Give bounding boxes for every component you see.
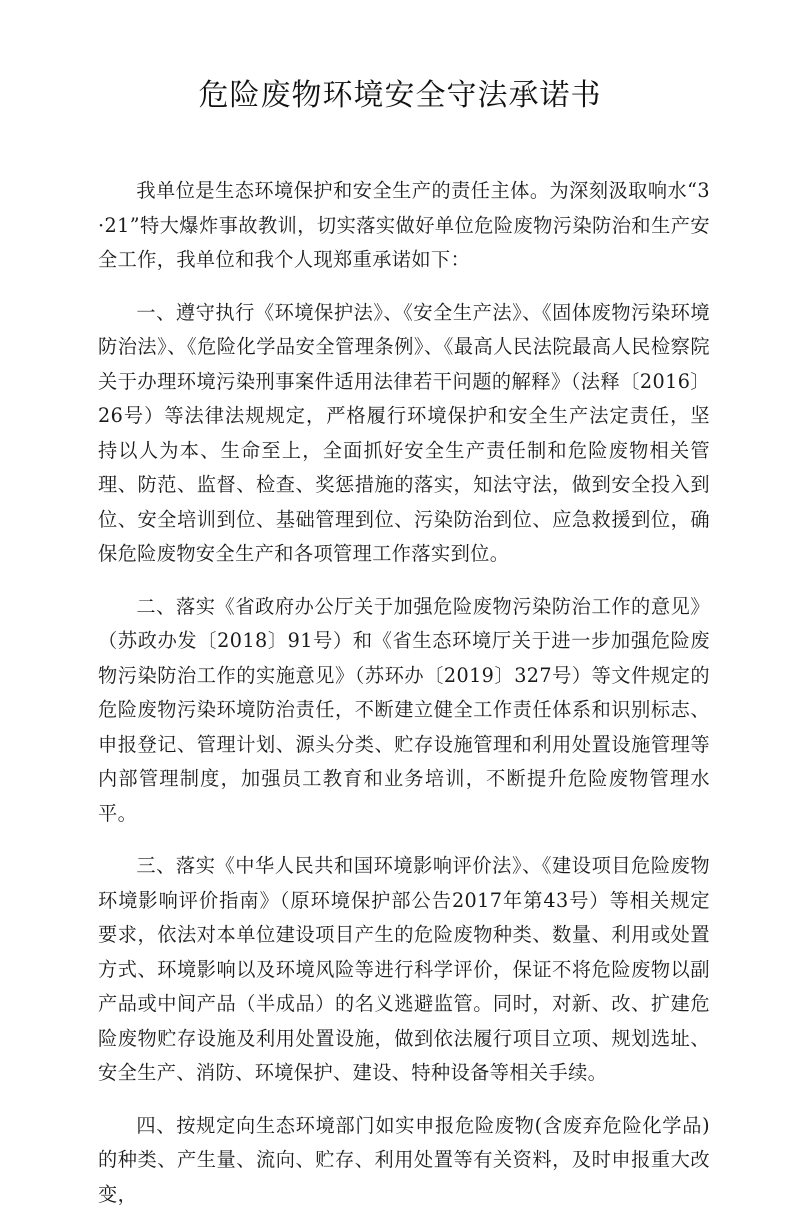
paragraph-item-4: 四、按规定向生态环境部门如实申报危险废物(含废弃危险化学品)的种类、产生量、流向、贮存、利用处置等有关资料，及时申报重大改变，	[98, 1113, 710, 1206]
document-body	[98, 174, 710, 1230]
paragraph-item-3: 三、落实《中华人民共和国环境影响评价法》、《建设项目危险废物环境影响评价指南》（原环境保护部公告2017年第43号）等相关规定要求，依法对本单位建设项目产生的危险废物种类、数量、利用或处置方式、环境影响以及环境风险等进行科学评价，保证不将危险废物以副产品或中间产品（半成品）的名义逃避监管。同时，对新、改、扩建危险废物贮存设施及利用处置设施，做到依法履行项目立项、规划选址、安全生产、消防、环境保护、建设、特种设备等相关手续。	[98, 854, 710, 1084]
paragraph-item-2: 二、落实《省政府办公厅关于加强危险废物污染防治工作的意见》（苏政办发〔2018〕91号）和《省生态环境厅关于进一步加强危险废物污染防治工作的实施意见》（苏环办〔2019〕327号）等文件规定的危险废物污染环境防治责任，不断建立健全工作责任体系和识别标志、申报登记、管理计划、源头分类、贮存设施管理和利用处置设施管理等内部管理制度，加强员工教育和业务培训，不断提升危险废物管理水平。	[98, 594, 710, 825]
document-title: 危险废物环境安全守法承诺书	[198, 78, 602, 113]
paragraph-intro: 我单位是生态环境保护和安全生产的责任主体。为深刻汲取响水“3·21”特大爆炸事故教训，切实落实做好单位危险废物污染防治和生产安全工作，我单位和我个人现郑重承诺如下：	[98, 179, 710, 271]
paragraph-item-1: 一、遵守执行《环境保护法》、《安全生产法》、《固体废物污染环境防治法》、《危险化学品安全管理条例》、《最高人民法院最高人民检察院关于办理环境污染刑事案件适用法律若干问题的解释》（法释〔2016〕26号）等法律法规规定，严格履行环境保护和安全生产法定责任，坚持以人为本、生命至上，全面抓好安全生产责任制和危险废物相关管理、防范、监督、检查、奖惩措施的落实，知法守法，做到安全投入到位、安全培训到位、基础管理到位、污染防治到位、应急救援到位，确保危险废物安全生产和各项管理工作落实到位。	[98, 300, 710, 565]
